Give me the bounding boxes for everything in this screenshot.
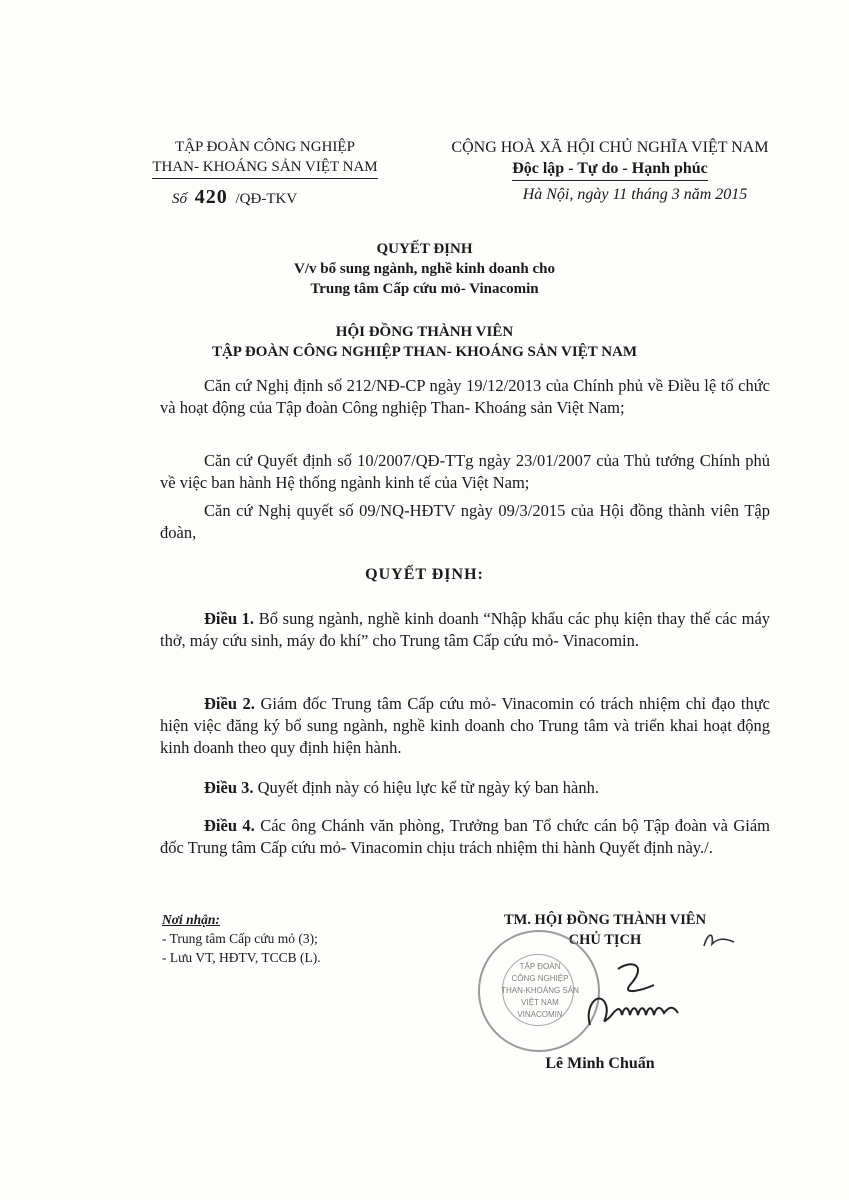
article-2: Điều 2. Giám đốc Trung tâm Cấp cứu mỏ- Vinacomin có trách nhiệm chỉ đạo thực hiện việc đăng ký bổ sung ngành, nghề kinh doanh cho Trung tâm và triển khai hoạt động kinh doanh theo quy định hiện hành. — [160, 694, 771, 757]
decision-subject-1: V/v bổ sung ngành, nghề kinh doanh cho — [294, 261, 555, 277]
recipient-item: - Lưu VT, HĐTV, TCCB (L). — [162, 950, 321, 965]
issuer-line-2: THAN- KHOÁNG SẢN VIỆT NAM — [152, 157, 377, 179]
decision-heading: QUYẾT ĐỊNH: — [365, 566, 484, 583]
council-line-2: TẬP ĐOÀN CÔNG NGHIỆP THAN- KHOÁNG SẢN VIỆT NAM — [211, 344, 638, 360]
basis-paragraph: Căn cứ Nghị định số 212/NĐ-CP ngày 19/12/2013 của Chính phủ về Điều lệ tổ chức và hoạt động của Tập đoàn Công nghiệp Than- Khoáng sản Việt Nam; — [160, 376, 770, 417]
recipients-label: Nơi nhận: — [162, 912, 220, 927]
number-suffix: /QĐ-TKV — [235, 191, 298, 207]
issuer-line-1: TẬP ĐOÀN CÔNG NGHIỆP — [175, 139, 355, 155]
council-block — [0, 322, 849, 362]
article-3: Điều 3. Quyết định này có hiệu lực kể từ ngày ký ban hành. — [204, 778, 600, 797]
article-4: Điều 4. Các ông Chánh văn phòng, Trưởng ban Tổ chức cán bộ Tập đoàn và Giám đốc Trung tâm Cấp cứu mỏ- Vinacomin chịu trách nhiệm thi hành Quyết định này./. — [160, 816, 771, 857]
motto-line: Độc lập - Tự do - Hạnh phúc — [512, 158, 708, 181]
basis-paragraph: Căn cứ Nghị quyết số 09/NQ-HĐTV ngày 09/3/2015 của Hội đồng thành viên Tập đoàn, — [160, 501, 770, 542]
signer-title: TM. HỘI ĐỒNG THÀNH VIÊN — [503, 912, 707, 928]
document-number — [172, 186, 297, 209]
number-prefix: Số — [172, 191, 187, 207]
article-1: Điều 1. Bổ sung ngành, nghề kinh doanh “Nhập khẩu các phụ kiện thay thế các máy thở, máy cứu sinh, máy đo khí” cho Trung tâm Cấp cứu mỏ- Vinacomin. — [160, 609, 771, 650]
handwritten-signature — [570, 955, 710, 1045]
number-value: 420 — [194, 186, 228, 208]
signer-name: Lê Minh Chuẩn — [545, 1055, 655, 1072]
decision-title-block — [0, 239, 849, 299]
recipients-block — [162, 910, 321, 967]
decision-subject-2: Trung tâm Cấp cứu mỏ- Vinacomin — [310, 281, 539, 297]
recipient-item: - Trung tâm Cấp cứu mỏ (3); — [162, 931, 318, 946]
national-title-block — [430, 137, 790, 181]
issuer-block — [120, 137, 410, 179]
country-line: CỘNG HOÀ XÃ HỘI CHỦ NGHĨA VIỆT NAM — [451, 139, 769, 156]
council-line-1: HỘI ĐỒNG THÀNH VIÊN — [335, 324, 514, 340]
basis-paragraph: Căn cứ Quyết định số 10/2007/QĐ-TTg ngày 23/01/2007 của Thủ tướng Chính phủ về việc ban hành Hệ thống ngành kinh tế của Việt Nam; — [160, 451, 770, 492]
initial-mark — [700, 928, 740, 952]
signer-position: CHỦ TỊCH — [568, 932, 642, 948]
document-date: Hà Nội, ngày 11 tháng 3 năm 2015 — [522, 186, 748, 203]
official-stamp: TẬP ĐOÀN CÔNG NGHIỆP THAN-KHOÁNG SẢN VIỆT NAM VINACOMIN — [478, 930, 600, 1052]
decision-title: QUYẾT ĐỊNH — [376, 241, 473, 257]
